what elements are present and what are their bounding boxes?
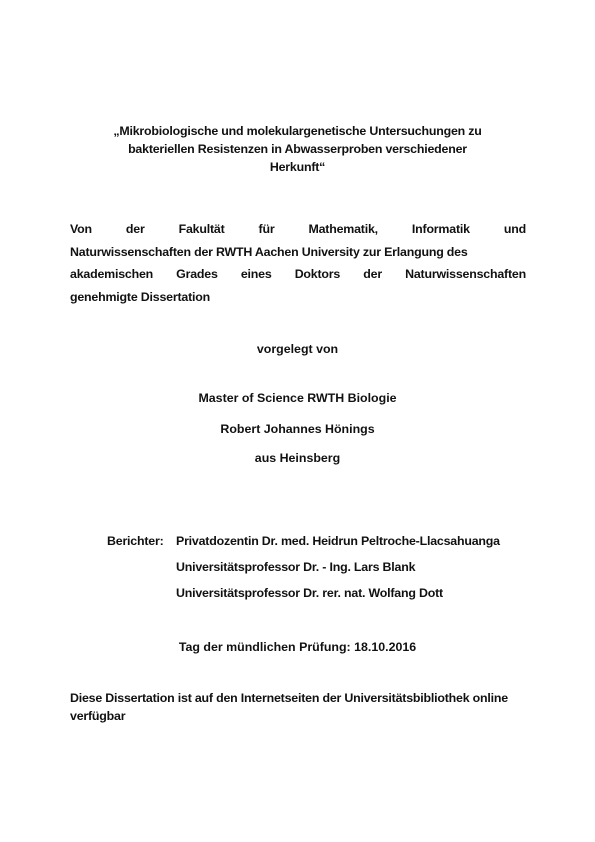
faculty-line-4: genehmigte Dissertation — [70, 289, 210, 304]
faculty-word: und — [503, 222, 526, 236]
thesis-title-line-2: bakteriellen Resistenzen in Abwasserproben verschiedener — [128, 142, 467, 156]
author-name: Robert Johannes Hönings — [220, 422, 375, 436]
faculty-word: der — [363, 267, 382, 281]
faculty-word: akademischen — [70, 267, 154, 281]
faculty-word: Fakultät — [178, 222, 225, 236]
faculty-word: Informatik — [411, 222, 470, 236]
presented-by-label: vorgelegt von — [256, 342, 339, 356]
author-origin: aus Heinsberg — [254, 451, 341, 465]
faculty-line-1 — [70, 218, 526, 241]
faculty-word: Doktors — [294, 267, 341, 281]
faculty-word: Naturwissenschaften — [405, 267, 526, 281]
faculty-word: Mathematik, — [308, 222, 378, 236]
faculty-word: Grades — [176, 267, 218, 281]
faculty-word: für — [258, 222, 275, 236]
reviewer-1: Privatdozentin Dr. med. Heidrun Peltroche-Llacsahuanga — [176, 534, 500, 548]
availability-line-2: verfügbar — [70, 709, 126, 723]
thesis-title-line-1: „Mikrobiologische und molekulargenetische Untersuchungen zu — [113, 124, 482, 138]
thesis-title-line-3: Herkunft“ — [269, 160, 326, 174]
faculty-word: Von — [70, 222, 92, 236]
faculty-line-3 — [70, 263, 526, 286]
reviewer-3: Universitätsprofessor Dr. rer. nat. Wolfang Dott — [176, 586, 443, 600]
reviewer-2: Universitätsprofessor Dr. - Ing. Lars Blank — [176, 560, 416, 574]
availability-line-1: Diese Dissertation ist auf den Internetseiten der Universitätsbibliothek online — [70, 691, 508, 705]
author-degree: Master of Science RWTH Biologie — [198, 391, 397, 405]
faculty-word: der — [125, 222, 145, 236]
faculty-line-2: Naturwissenschaften der RWTH Aachen University zur Erlangung des — [70, 244, 468, 259]
reviewers-label: Berichter: — [107, 534, 164, 548]
exam-date: Tag der mündlichen Prüfung: 18.10.2016 — [178, 640, 417, 654]
faculty-word: eines — [240, 267, 272, 281]
faculty-statement — [70, 218, 526, 308]
